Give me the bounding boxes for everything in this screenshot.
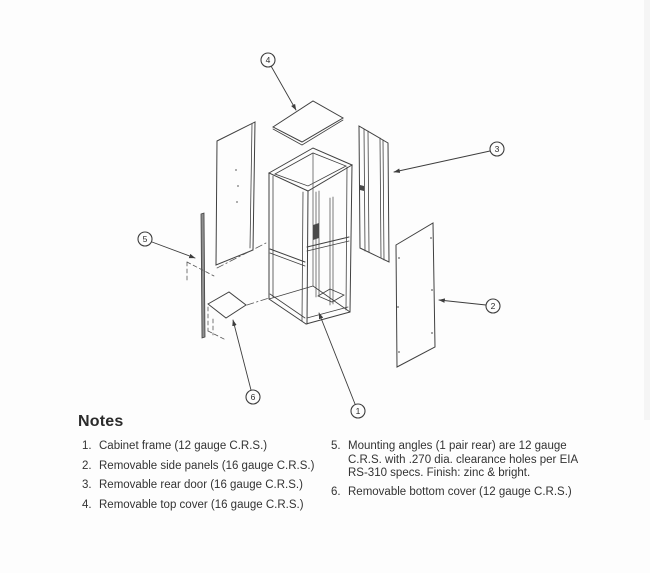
callout-5 bbox=[138, 232, 152, 246]
notes-title: Notes bbox=[78, 413, 124, 430]
note-text: Removable rear door (16 gauge C.R.S.) bbox=[99, 479, 303, 491]
callout-2-label: 2 bbox=[490, 301, 496, 311]
note-text: Cabinet frame (12 gauge C.R.S.) bbox=[99, 440, 268, 452]
left-side-panel bbox=[216, 122, 255, 265]
callout-1-leader bbox=[319, 313, 355, 404]
mounting-angle bbox=[201, 213, 205, 338]
callout-6-label: 6 bbox=[250, 392, 256, 402]
callout-1 bbox=[351, 404, 365, 418]
note-item-1 bbox=[82, 440, 327, 454]
notes-list-right bbox=[331, 440, 587, 504]
note-number: 1. bbox=[82, 440, 92, 452]
notes-list-left bbox=[82, 440, 327, 518]
note-text: Mounting angles (1 pair rear) are 12 gauge C.R.S. with .270 dia. clearance holes per EIA RS-310 specs. Finish: zinc & bright. bbox=[348, 440, 578, 479]
note-item-4 bbox=[82, 499, 327, 513]
note-item-3 bbox=[82, 479, 327, 493]
top-cover-panel bbox=[273, 101, 343, 145]
callout-6-leader bbox=[233, 320, 251, 390]
callout-2 bbox=[486, 299, 500, 313]
rear-door-panel bbox=[359, 126, 389, 262]
callout-4 bbox=[261, 53, 275, 67]
callout-4-label: 4 bbox=[265, 55, 271, 65]
note-number: 6. bbox=[331, 485, 341, 498]
note-text: Removable bottom cover (12 gauge C.R.S.) bbox=[348, 485, 572, 498]
note-item-5 bbox=[331, 440, 587, 481]
callout-5-leader bbox=[152, 242, 195, 258]
note-text: Removable top cover (16 gauge C.R.S.) bbox=[99, 498, 304, 511]
note-item-6 bbox=[331, 486, 587, 500]
callout-1-label: 1 bbox=[355, 406, 361, 416]
callout-2-leader bbox=[439, 300, 486, 305]
cabinet-frame bbox=[269, 148, 352, 324]
door-latch bbox=[360, 185, 364, 191]
callout-4-leader bbox=[271, 66, 296, 110]
note-number: 2. bbox=[82, 459, 92, 472]
callout-5-label: 5 bbox=[142, 234, 148, 244]
callout-3-label: 3 bbox=[494, 144, 500, 154]
callout-3 bbox=[490, 142, 504, 156]
note-item-2 bbox=[82, 460, 327, 474]
note-text: Removable side panels (16 gauge C.R.S.) bbox=[99, 459, 315, 472]
scan-artifacts bbox=[598, 0, 650, 432]
right-side-panel bbox=[396, 223, 435, 367]
bottom-cover-panel bbox=[208, 292, 246, 318]
note-number: 4. bbox=[82, 498, 92, 511]
callout-3-leader bbox=[394, 151, 490, 172]
note-number: 5. bbox=[331, 440, 341, 452]
note-number: 3. bbox=[82, 479, 92, 491]
callout-6 bbox=[246, 390, 260, 404]
